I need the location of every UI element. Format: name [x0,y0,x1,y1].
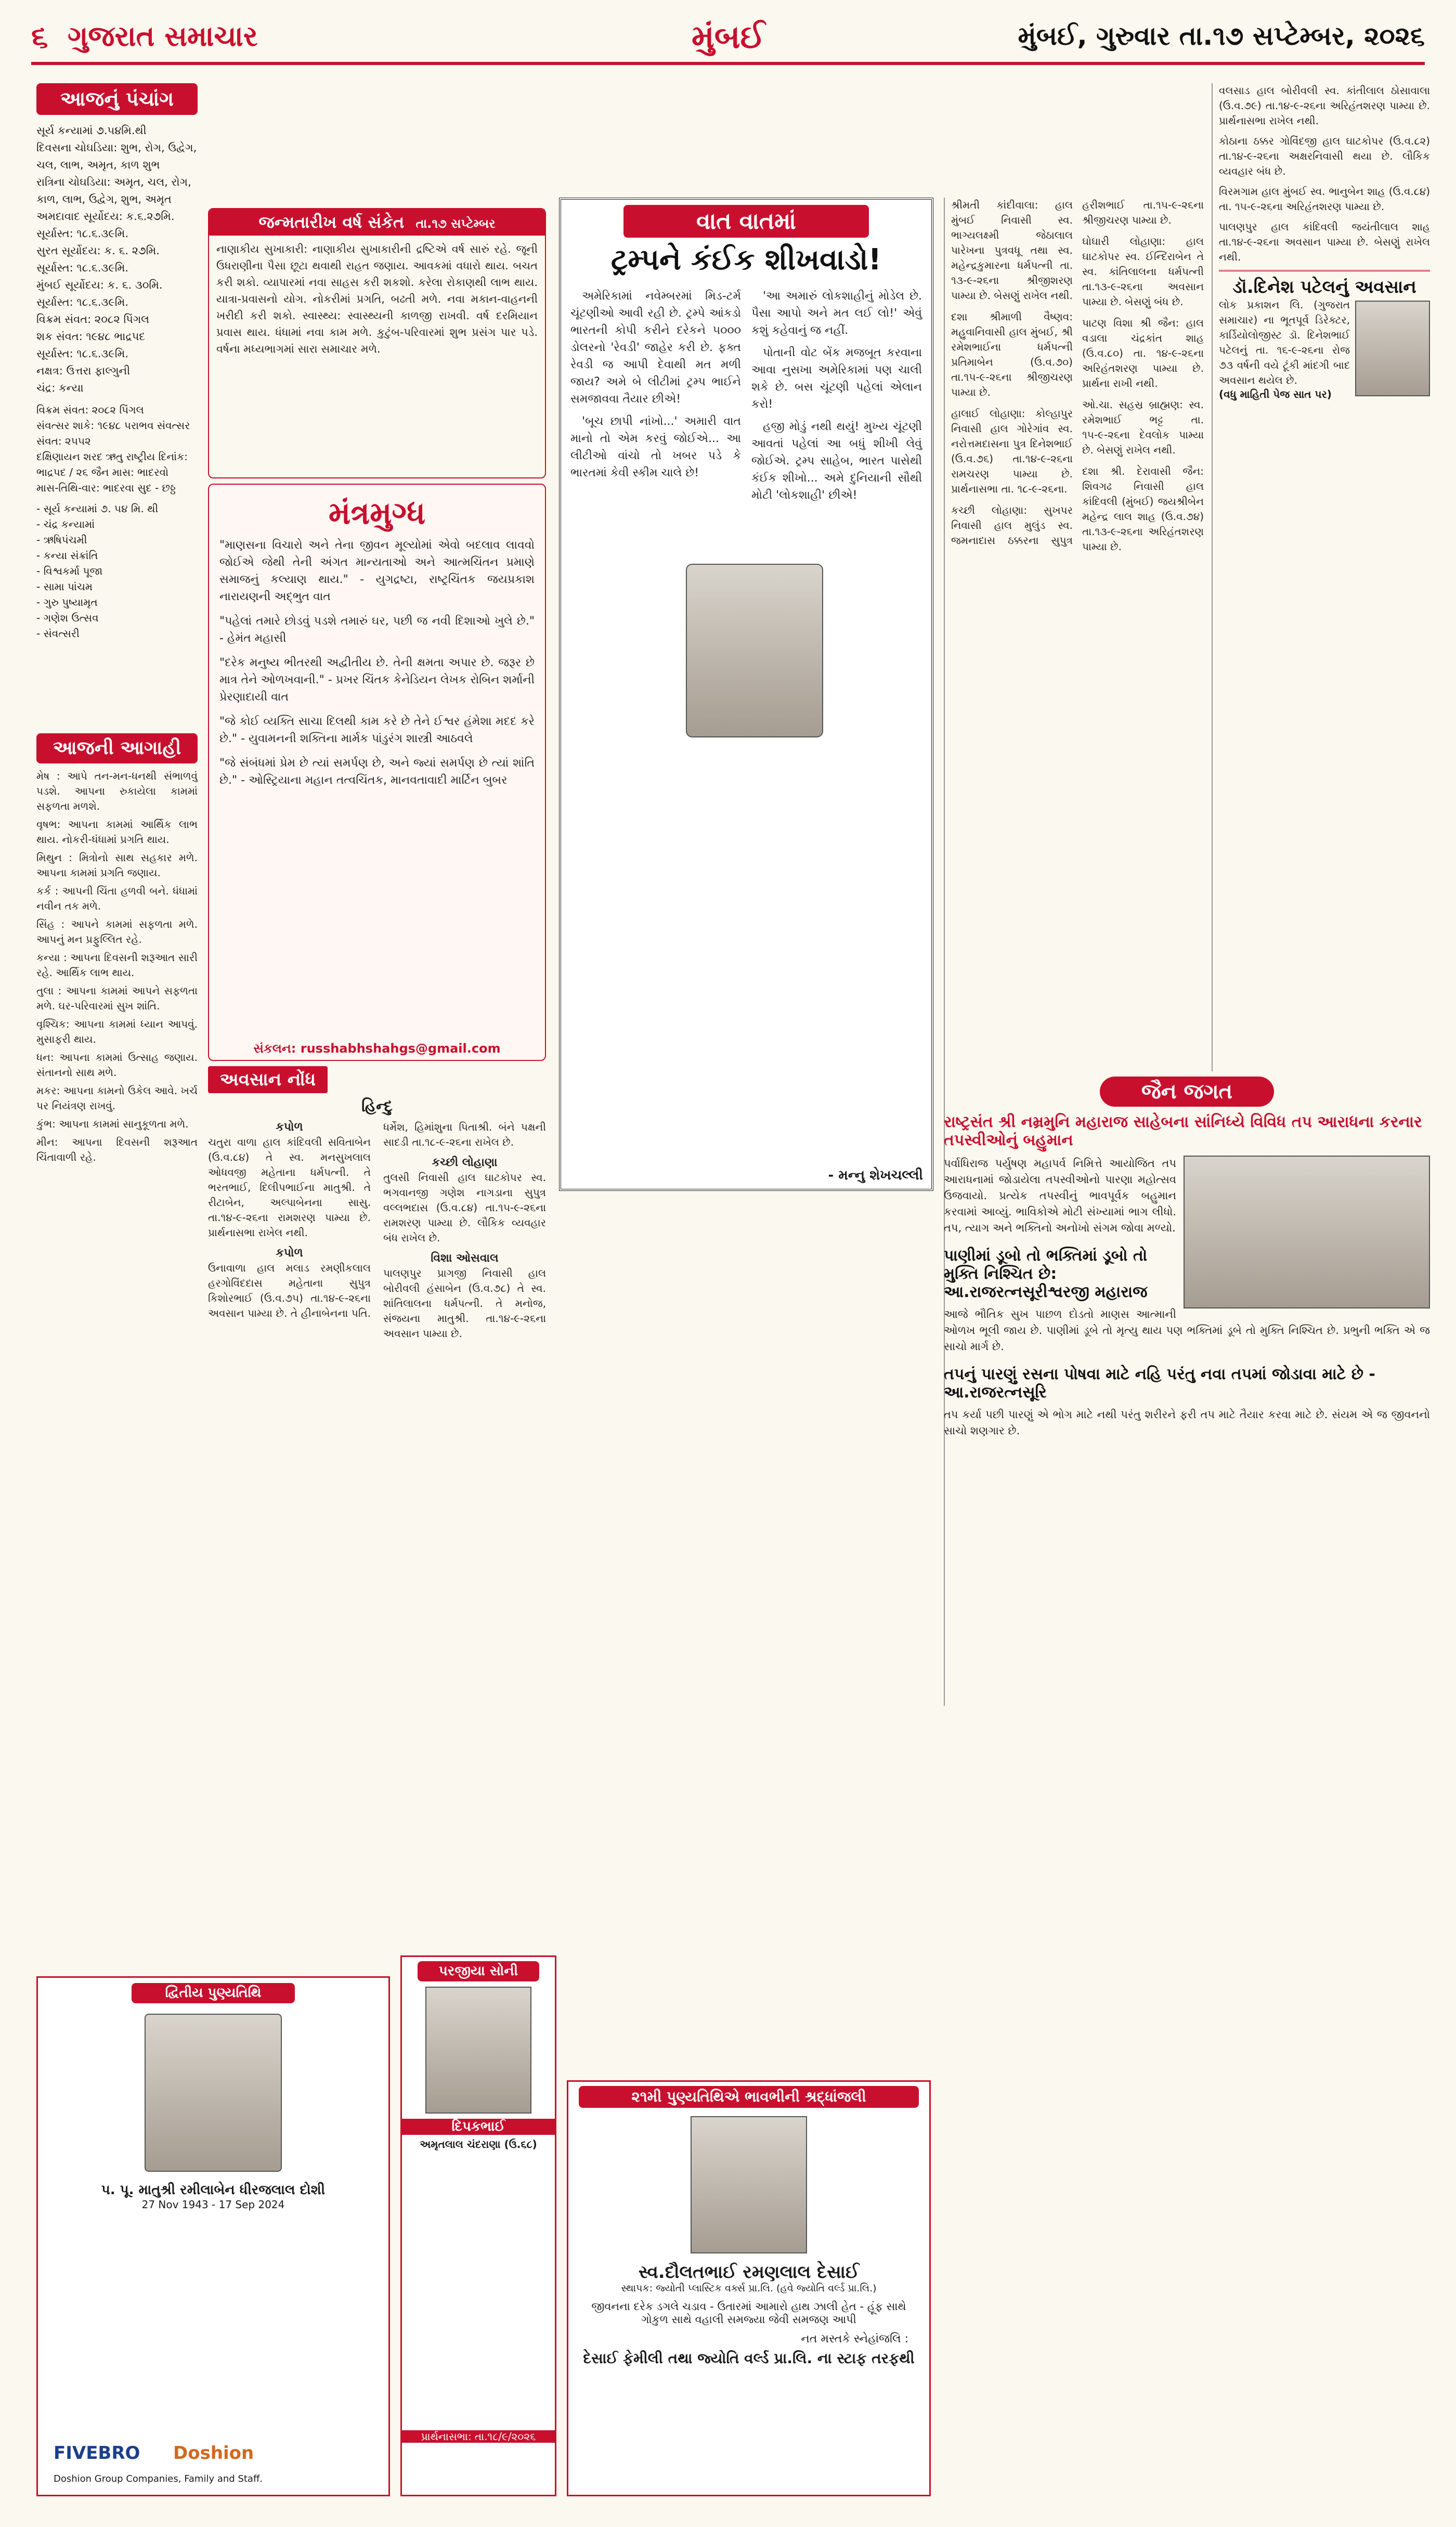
jain-headline-2: પાણીમાં ડૂબો તો ભક્તિમાં ડૂબો તો મુક્તિ નિશ્ચિત છે: આ.રાજરત્નસૂરીશ્વરજી મહારાજ [944,1247,1148,1301]
panchang-festival: - સામા પાંચમ [36,580,93,593]
obituary-section-heading: હિન્દુ [361,1097,393,1116]
shraddhanjali-sub: સ્થાપક: જ્યોતી પ્લાસ્ટિક વર્ક્સ પ્રા.લિ. (હવે જ્યોતિ વર્લ્ડ પ્રા.લિ.) [621,2283,877,2294]
notice-item: ઘોઘારી લોહાણા: હાલ ઘાટકોપર સ્વ. ઈન્દિરાબેન તે સ્વ. કાંતિલાલના ધર્મપત્ની તા.૧૩-૯-૨૬ના અવસાન પામ્યા છે. બેસણું બંધ છે. [1082,235,1204,308]
shraddhanjali-photo [691,2116,807,2253]
banner-paragraph: 'બૂચ છાપી નાંખો...' અમારી વાત માનો તો એમ કરવું જોઈએ... આ લીટીઓ વાંચો તો ખબર પડે કે ભારતમાં કેવી સ્કીમ ચાલે છે! [570,415,741,480]
newspaper-name: ગુજરાત સમાચાર [68,20,258,53]
panchang-line: સૂર્યાસ્ત: ૧૮.૬.૩૯મિ. [36,262,129,274]
panchang-festival: - ઋષિપંચમી [36,534,87,546]
banner-kicker: વાત વાતમાં [623,205,869,238]
shraddhanjali-quote: જીવનના દરેક ડગલે ચડાવ - ઉતારમાં આમારો હાથ ઝાલી હેત - હૂંફ સાથે ગોકુળ સાથે વહાલી સમજ્યા જેવી સમજણ આપી [591,2300,906,2326]
notice-item: વલસાડ હાલ બોરીવલી સ્વ. કાંતીલાલ ઠોસાવાલા (ઉ.વ.૭૯) તા.૧૪-૯-૨૬ના અરિહંતશરણ પામ્યા છે. પ્રાર્થનાસભા રાખેલ નથી. [1219,84,1430,127]
quote: "માણસના વિચારો અને તેના જીવન મૂલ્યોમાં એવો બદલાવ લાવવો જોઈએ જેથી તેની અંગત માન્યતાઓ અને આત્મચિંતન પ્રમાણે સમાજનું કલ્યાણ થાય." - યુગદ્રષ્ટા, રાષ્ટ્રચિંતક જયપ્રકાશ નારાયણની અદ્ભુત વાત [219,539,535,603]
obituary-text: ચતુરા વાળા હાલ કાંદિવલી સવિતાબેન (ઉ.વ.૮૪) તે સ્વ. મનસુખલાલ ઓધવજી મહેતાના ધર્મપત્ની. તે ભરતભાઈ, દિલીપભાઈના માતુશ્રી. તે રીટાબેન, અલ્પાબેનના સાસુ. તા.૧૪-૯-૨૬ના રામશરણ પામ્યા છે. પ્રાર્થનાસભા રાખેલ નથી. [208,1136,371,1239]
notice-item: કચ્છી લોહાણા: સુખપર નિવાસી હાલ મુલુંડ સ્વ. જમનાદાસ ઠક્કરના સુપુત્ર હરીશભાઈ તા.૧૫-૯-૨૬ના શ્રીજીચરણ પામ્યા છે. [951,199,1204,547]
horoscope-entry: કન્યા : આપના દિવસની શરૂઆત સારી રહે. આર્થિક લાભ થાય. [36,951,198,979]
mantramugdh-box [208,484,546,1061]
quote: "પહેલાં તમારે છોડવું પડશે તમારું ઘર, પછી જ નવી દિશાઓ ખુલે છે." - હેમંત મહાસી [219,615,535,645]
janmatarikh-date: તા.૧૭ સપ્ટેમ્બર [415,216,496,231]
notice-item: દશા શ્રીમાળી વૈષ્ણવ: મહુવાનિવાસી હાલ મુંબઈ, શ્રી રમેશભાઈના ધર્મપત્ની પ્રતિમાબેન (ઉ.વ.૭૦) તા.૧૫-૯-૨૬ના શ્રીજીચરણ પામ્યા છે. [951,310,1073,398]
horoscope-entry: મિથુન : મિત્રોનો સાથ સહકાર મળે. આપના કામમાં પ્રગતિ જણાય. [36,851,198,879]
horoscope-entry: કુંભ: આપના કામમાં સાનુકૂળતા મળે. [36,1118,189,1130]
quote: "જે કોઈ વ્યક્તિ સાચા દિલથી કામ કરે છે તેને ઈશ્વર હંમેશા મદદ કરે છે." - યુવામનની શક્તિના માર્મક પાંડુરંગ શાસ્ત્રી આઠવલે [219,715,535,745]
panchang-line: સૂર્યાસ્ત: ૧૮.૬.૩૯મિ. [36,296,129,308]
panchang-line: નક્ષત્ર: ઉત્તરા ફાલ્ગુની [36,365,131,377]
banner-paragraph: હજી મોડું નથી થયું! મુખ્ય ચૂંટણી આવતાં પહેલાં આ બધું શીખી લેવું જોઈએ. ટ્રમ્પ સાહેબ, ભારત પાસેથી કંઈક શીખો... અમે દુનિયાની સૌથી મોટી 'લોકશાહી' છીએ! [751,420,922,502]
janmatarikh-header [209,209,545,236]
parajiya-title: પરજીયા સોની [418,1961,539,1981]
city-title: મુંબઈ [692,18,765,56]
shraddhanjali-name: સ્વ.દૌલતભાઈ રમણલાલ દેસાઈ [638,2262,860,2283]
panchang-line: મુંબઈ સૂર્યોદય: ક. ૬. ૩૦મિ. [36,279,163,291]
banner-headline: ટ્રમ્પને કંઈક શીખવાડો! [610,243,882,277]
panchang-festival: - વિશ્વકર્મા પૂજા [36,565,103,577]
jain-text-3: તપ કર્યા પછી પારણું એ ભોગ માટે નથી પરંતુ શરીરને ફરી તપ માટે તૈયાર કરવા માટે છે. સંયમ એ જ જીવનનો સાચો શણગાર છે. [944,1408,1430,1437]
panchang-festival: - કન્યા સંક્રાંતિ [36,549,98,562]
horoscope-entry: કર્ક : આપની ચિંતા હળવી બને. ધંધામાં નવીન તક મળે. [36,885,198,912]
panchang-line: સૂર્યાસ્ત: ૧૮.૬.૩૯મિ. [36,227,129,240]
notice-item: વિરમગામ હાલ મુંબઈ સ્વ. ભાનુબેન શાહ (ઉ.વ.૮૪) તા. ૧૫-૯-૨૬ના અરિહંતશરણ પામ્યા છે. [1219,185,1430,213]
smruti-dates: 27 Nov 1943 - 17 Sep 2024 [141,2198,285,2211]
jain-jagat-title: જૈન જગત [1100,1077,1274,1107]
page-date: મુંબઈ, ગુરુવાર તા.૧૭ સપ્ટેમ્બર, ૨૦૨૬ [1018,21,1425,51]
panchang-festival: - ચંદ્ર કન્યામાં [36,518,95,530]
notice-item: શ્રીમતી કાંદીવાલા: હાલ મુંબઈ નિવાસી સ્વ. ભાગ્યલક્ષ્મી જેઠાલાલ પારેખના પુત્રવધૂ તથા સ્વ. મહેન્દ્રકુમારના ધર્મપત્ની તા. ૧૩-૯-૨૬ના શ્રીજીશરણ પામ્યા છે. બેસણું રાખેલ નથી. [951,199,1073,302]
panchang-box [36,83,198,728]
death-notice [1219,277,1430,400]
masthead [31,16,1425,65]
notice-item: કોઠાના ઠક્કર ગોવિંદજી હાલ ઘાટકોપર (ઉ.વ.૮૨) તા.૧૪-૯-૨૬ના અક્ષરનિવાસી થયા છે. લૌકિક વ્યવહાર બંધ છે. [1219,135,1430,177]
death-notice-footer: (વધુ માહિતી પેજ સાત પર) [1219,388,1332,400]
jain-text-1: પર્વાધિરાજ પર્યુષણ મહાપર્વ નિમિત્તે આયોજિત તપ આરાધનામાં જોડાયેલા તપસ્વીઓનો પારણા મહોત્સવ ઉજવાયો. પ્રત્યેક તપસ્વીનું ભાવપૂર્વક બહુમાન કરવામાં આવ્યું. ભાવિકોએ મોટી સંખ્યામાં ભાગ લીધો. તપ, ત્યાગ અને ભક્તિનો અનોખો સંગમ જોવા મળ્યો. [944,1157,1176,1234]
panchang-calendar-line: સંવત્સર શાકે: ૧૯૪૮ પરાભવ સંવત્સર [36,419,190,432]
notice-item: પાટણ વિશા શ્રી જૈન: હાલ વડાલા ચંદ્રકાંત શાહ (ઉ.વ.૮૦) તા. ૧૪-૯-૨૬ના અરિહંતશરણ પામ્યા છે. પ્રાર્થના રાખી નથી. [1082,317,1204,390]
panchang-line: અમદાવાદ સૂર્યોદય: ક.૬.૨૭મિ. [36,210,175,223]
janmatarikh-title: જન્મતારીખ વર્ષ સંકેત [258,212,405,232]
shraddhanjali-title: ૨૧મી પુણ્યતિથિએ ભાવભીની શ્રદ્ધાંજલી [579,2086,919,2108]
horoscope-list [36,769,198,1165]
panchang-calendar-line: માસ-તિથિ-વાર: ભાદરવા સુદ - છઠ્ઠ [36,482,176,494]
horoscope-title: આજની આગાહી [36,733,198,763]
shraddhanjali-ad [567,2080,931,2496]
panchang-line: વિક્રમ સંવત: ૨૦૮૨ પિંગલ [36,313,150,326]
janmatarikh-body: નાણાકીય સુખાકારી: નાણાકીય સુખાકારીની દ્રષ્ટિએ વર્ષ સારું રહે. જૂની ઉધરાણીના પૈસા છૂટા થવાથી રાહત જણાય. આવકમાં વધારો થાય. બચત કરી શકો. વ્યાપારમાં નવા સાહસ કરી શકશો. કરેલા રોકાણથી લાભ થાય. યાત્રા-પ્રવાસનો યોગ. નોકરીમાં પ્રગતિ, બઢતી મળે. નવા મકાન-વાહનની ખરીદી કરી શકો. સ્વાસ્થ્ય: સ્વાસ્થ્યની કાળજી રાખવી. વર્ષ દરમિયાન પ્રવાસ થાય. ધંધામાં નવા કામ મળે. કુટુંબ-પરિવારમાં શુભ પ્રસંગ પાર પડે. વર્ષના મધ્યભાગમાં સારા સમાચાર મળે. [216,243,538,355]
panchang-festivals [36,501,198,641]
panchang-lines [36,122,198,397]
notice-item: ઓ.ચા. સહસ્ર બ્રાહ્મણ: સ્વ. રમેશભાઈ ભટ્ટ તા. ૧૫-૯-૨૬ના દેવલોક પામ્યા છે. બેસણું રાખેલ નથી. [1082,398,1204,456]
parajiya-sub: અમૃતલાલ ચંદરાણા (ઉ.૬૮) [420,2138,537,2150]
mantramugdh-contact[interactable]: સંકલન: russhabhshahgs@gmail.com [253,1041,501,1056]
obituary-caste: વિશા ઓસવાલ [431,1252,499,1265]
panchang-calendar-line: સંવત: ૨૫૫૨ [36,435,91,447]
death-notice-photo [1355,301,1430,396]
shraddhanjali-closing: નત મસ્તકે સ્નેહાંજલિ : [801,2332,908,2345]
obituary-entries [208,1120,546,1341]
panchang-line: સૂર્ય કન્યામાં ૭.૫૪મિ.થી [36,124,147,137]
obituary-caste: કચ્છી લોહાણા [432,1156,498,1169]
quote: "દરેક મનુષ્ય ભીતરથી અદ્વીતીય છે. તેની ક્ષમતા અપાર છે. જરૂર છે માત્ર તેને ઓળખવાની." - પ્રખર ચિંતક કેનેડિયન લેખક રોબિન શર્માની પ્રેરણાદાયી વાત [219,656,535,704]
janmatarikh-box [208,208,546,478]
horoscope-entry: મેષ : આપે તન-મન-ધનથી સંભાળવું પડશે. આપના રુકાયેલા કામમાં સફળતા મળશે. [36,770,198,812]
right-column [1212,83,1430,1071]
fivebro-logo: FIVEBRO [54,2443,140,2464]
smruti-footer: Doshion Group Companies, Family and Staff. [54,2473,263,2484]
obituary-text: પાલણપુર પ્રાગજી નિવાસી હાલ બોરીવલી હંસાબેન (ઉ.વ.૭૮) તે સ્વ. શાંતિલાલના ધર્મપત્ની. તે મનોજ, સંજયના માતુશ્રી. તા.૧૪-૯-૨૬ના અવસાન પામ્યા છે. [383,1267,546,1340]
panchang-line: ચંદ્ર: કન્યા [36,382,84,394]
panchang-festival: - ગણેશ ઉત્સવ [36,612,99,624]
jain-event-photo [1184,1156,1430,1308]
banner-article [559,198,933,1191]
notice-item: હાલાઈ લોહાણા: કોલ્હાપુર નિવાસી હાલ ગોરેગાંવ સ્વ. નરોત્તમદાસના પુત્ર દિનેશભાઈ (ઉ.વ.૭૬) તા.૧૪-૯-૨૬ના રામચરણ પામ્યા છે. પ્રાર્થનાસભા તા. ૧૮-૯-૨૬ના. [951,407,1073,495]
horoscope-entry: ધન: આપના કામમાં ઉત્સાહ જણાય. સંતાનનો સાથ મળે. [36,1051,198,1079]
death-notice-text: લોક પ્રકાશન લિ. (ગુજરાત સમાચાર) ના ભૂતપૂર્વ ડિરેક્ટર, કાર્ડિયોલોજીસ્ટ ડૉ. દિનેશભાઈ પટેલનું તા. ૧૬-૯-૨૬ના રોજ ૭૩ વર્ષની વયે ટૂંકી માંદગી બાદ અવસાન થયેલ છે. [1219,299,1350,386]
jain-jagat [944,1077,1430,2481]
banner-paragraph: અમેરિકામાં નવેમ્બરમાં મિડ-ટર્મ ચૂંટણીઓ આવી રહી છે. ટ્રમ્પે આંકડો ભારતની કોપી કરીને દરેકને ૫૦૦૦ ડોલરનો 'રેવડી' જાહેર કરી છે. ફક્ત રેવડી જ આપી દેવાથી મત મળી જાય? અમે બે લીટીમાં ટ્રમ્પ ભાઈને સમજાવવા તૈયાર છીએ! [570,290,741,406]
mantramugdh-title: મંત્રમુગ્ધ [328,495,426,532]
smruti-title: દ્વિતીય પુણ્યતિથિ [132,1983,295,2003]
death-notice-title: ડૉ.દિનેશ પટેલનું અવસાન [1232,277,1416,297]
panchang-title: આજનું પંચાંગ [36,83,198,115]
jain-headline-3: તપનું પારણું રસના પોષવા માટે નહિ પરંતુ નવા તપમાં જોડાવા માટે છે - આ.રાજરત્નસૂરિ [944,1365,1375,1402]
horoscope-entry: મીન: આપના દિવસની શરૂઆત ચિંતાવાળી રહે. [36,1136,198,1163]
jain-headline-1: રાષ્ટ્રસંત શ્રી નમ્રમુનિ મહારાજ સાહેબના સાંનિધ્યે વિવિધ તપ આરાધના કરનાર તપસ્વીઓનું બહુમાન [944,1113,1422,1149]
page-number: ૬ [31,19,48,54]
panchang-calendar-line: દક્ષિણાયન શરદ ઋતુ રાષ્ટ્રીય દિનાંક: ભાદ્રપદ / ૨૬ જૈન માસ: ભાદરવો [36,450,188,478]
panchang-line: શક સંવત: ૧૯૪૮ ભાદ્રપદ [36,330,146,343]
parajiya-prayer: પ્રાર્થનાસભા: તા.૧૮/૯/૨૦૨૬ [402,2430,555,2443]
doshion-logo: Doshion [173,2443,254,2464]
smruti-photo [145,2014,282,2172]
horoscope-entry: સિંહ : આપને કામમાં સફળતા મળે. આપનું મન પ્રફુલ્લિત રહે. [36,918,198,945]
smruti-ad [36,1976,390,2496]
parajiya-name: દિપકભાઈ [402,2119,555,2135]
quote: "જે સંબંધમાં પ્રેમ છે ત્યાં સમર્પણ છે, અને જ્યાં સમર્પણ છે ત્યાં શાંતિ છે." - ઓસ્ટ્રિયાના મહાન તત્વચિંતક, માનવતાવાદી માર્ટિન બુબર [219,757,535,787]
horoscope-entry: વૃષભ: આપના કામમાં આર્થિક લાભ થાય. નોકરી-ધંધામાં પ્રગતિ થાય. [36,818,198,846]
panchang-line: સુરત સૂર્યોદય: ક. ૬. ૨૭મિ. [36,244,160,257]
jain-text-2: આજે ભૌતિક સુખ પાછળ દોડતો માણસ આત્માની ઓળખ ભૂલી જાય છે. પાણીમાં ડૂબે તો મૃત્યુ થાય પણ ભક્તિમાં ડૂબે તો મુક્તિ નિશ્ચિત છે. પ્રભુની ભક્તિ એ જ સાચો માર્ગ છે. [944,1308,1430,1353]
notice-item: દશા શ્રી. દેરાવાસી જૈન: શિવગઢ નિવાસી હાલ કાંદિવલી (મુંબઈ) જયશ્રીબેન મહેન્દ્ર લાલ શાહ (ઉ.વ.૭૪) તા.૧૩-૯-૨૬ના અરિહંતશરણ પામ્યા છે. [1082,465,1204,553]
smruti-name: પ. પૂ. માતુશ્રી રમીલાબેન ધીરજલાલ દોશી [101,2182,326,2198]
panchang-line: રાત્રિના ચોઘડિયા: અમૃત, ચલ, રોગ, કાળ, લાભ, ઉદ્વેગ, શુભ, અમૃત [36,176,191,205]
panchang-line: દિવસના ચોઘડિયા: શુભ, રોગ, ઉદ્વેગ, ચલ, લાભ, અમૃત, કાળ શુભ [36,141,197,171]
panchang-calendar-line: વિક્રમ સંવત: ૨૦૮૨ પિંગલ [36,404,144,416]
horoscope-entry: તુલા : આપના કામમાં આપને સફળતા મળે. ઘર-પરિવારમાં સુખ શાંતિ. [36,984,198,1012]
banner-paragraph: પોતાની વોટ બેંક મજબૂત કરવાના આવા નુસખા અમેરિકામાં પણ ચાલી શકે છે. બસ ચૂંટણી પહેલાં એલાન કરો! [751,346,922,411]
shraddhanjali-from: દેસાઈ ફેમીલી તથા જ્યોતિ વર્લ્ડ પ્રા.લિ. ના સ્ટાફ તરફથી [583,2350,915,2367]
trump-cartoon [686,564,823,737]
banner-paragraph: 'આ અમારું લોકશાહીનું મોડેલ છે. પૈસા આપો અને મત લઈ લો!' એવું કશું કહેવાનું જ નહીં. [751,290,922,337]
obituary-text: તુલસી નિવાસી હાલ ઘાટકોપર સ્વ. ભગવાનજી ગણેશ નાગડાના સુપુત્ર વલ્લભદાસ (ઉ.વ.૮૪) તા.૧૫-૯-૨૬ના રામશરણ પામ્યા છે. લૌકિક વ્યવહાર બંધ રાખેલ છે. [383,1171,546,1244]
obituary-caste: કપોળ [276,1247,303,1260]
mantramugdh-quotes [209,532,545,801]
notice-item: પાલણપુર હાલ કાંદિવલી જયંતીલાલ શાહ તા.૧૪-૯-૨૬ના અવસાન પામ્યા છે. બેસણું રાખેલ નથી. [1219,221,1430,263]
panchang-festival: - સંવત્સરી [36,627,80,640]
obituary-caste: કપોળ [276,1121,303,1134]
obituary-column [208,1066,546,1482]
banner-author: - મન્નુ શેખચલ્લી [828,1168,923,1183]
panchang-festival: - ગુરુ પુષ્યામૃત [36,596,98,608]
panchang-festival: - સૂર્ય કન્યામાં ૭. ૫૪ મિ. થી [36,502,159,515]
parajiya-ad [400,1955,556,2496]
obituary-title: અવસાન નોંધ [208,1066,328,1093]
horoscope-box [36,733,198,1222]
horoscope-entry: વૃશ્ચિક: આપના કામમાં ધ્યાન આપવું. મુસાફરી થાય. [36,1018,198,1045]
right-articles [1219,83,1430,265]
obituary-text: ઉનાવાળા હાલ મલાડ રમણીકલાલ હરગોવિંદદાસ મહેતાના સુપુત્ર કિશોરભાઈ (ઉ.વ.૭૫) તા.૧૪-૯-૨૬ના અવસાન પામ્યા છે. તે હીનાબેનના પતિ. ધર્મેશ, હિમાંશુના પિતાશ્રી. બંને પક્ષની સાદડી તા.૧૮-૯-૨૬ના રાખેલ છે. [208,1121,546,1319]
parajiya-photo [425,1987,531,2114]
horoscope-entry: મકર: આપના કામનો ઉકેલ આવે. ખર્ચ પર નિયંત્રણ રાખવું. [36,1084,198,1112]
panchang-line: સૂર્યાસ્ત: ૧૮.૬.૩૯મિ. [36,347,129,360]
panchang-calendar [36,402,198,496]
